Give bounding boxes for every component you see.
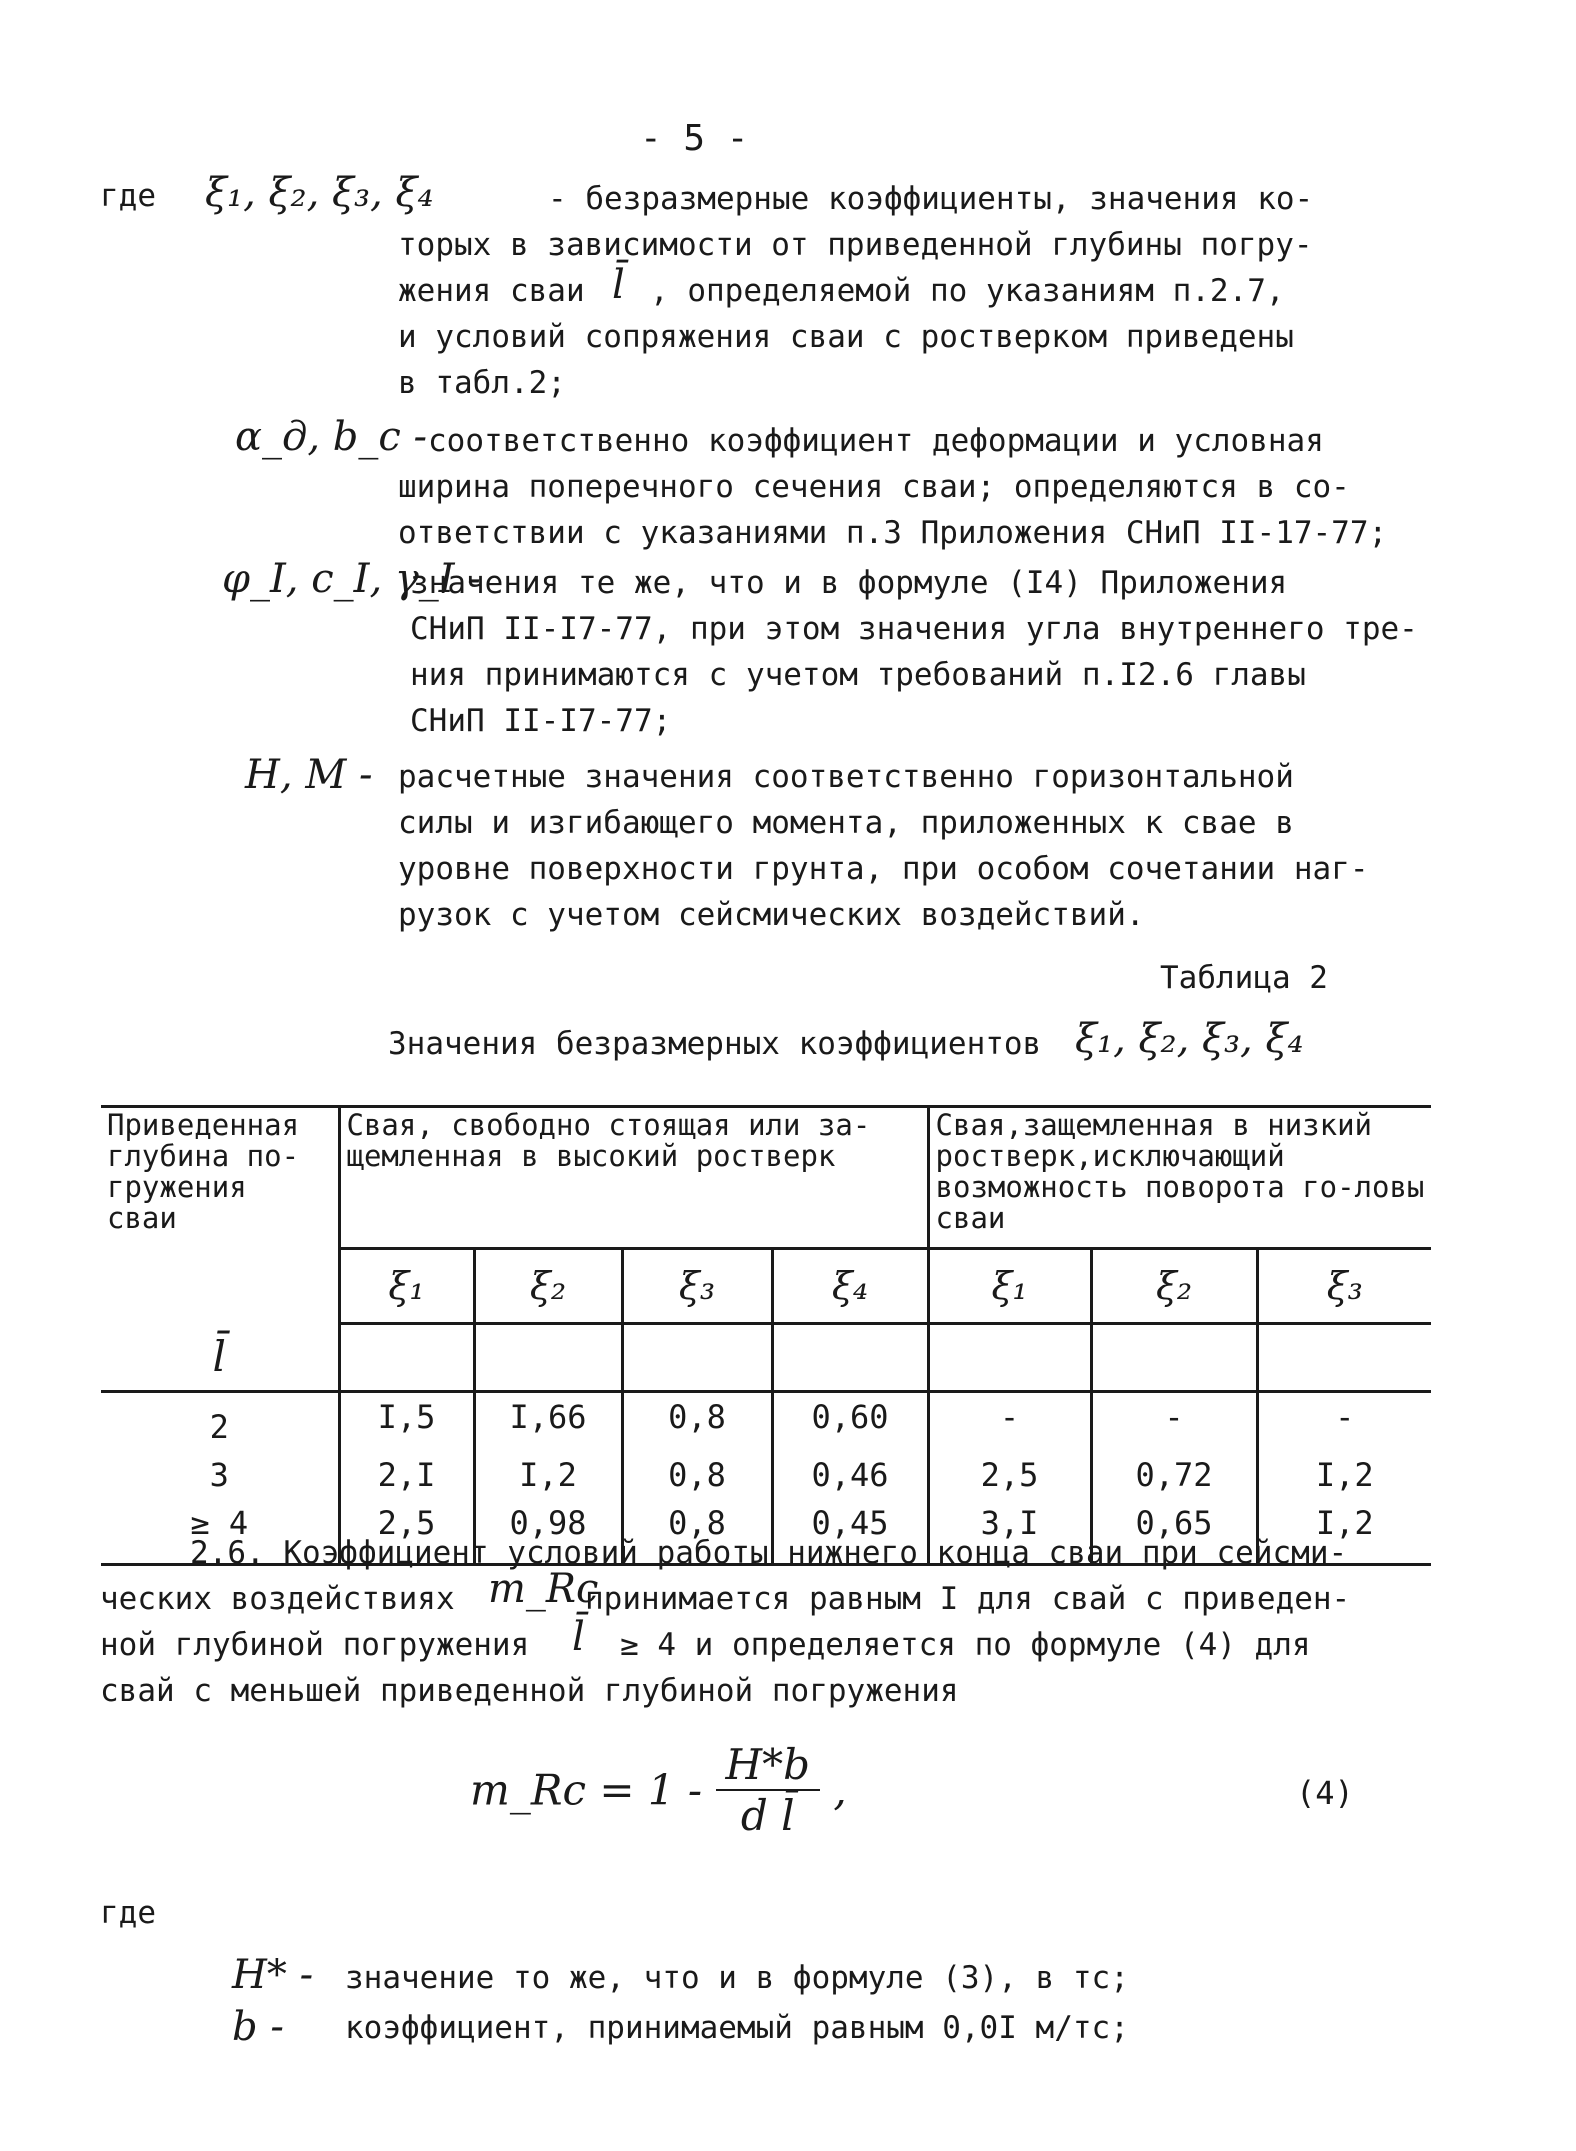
alpha-line-1: соответственно коэффициент деформации и условная: [428, 423, 1324, 459]
para-line-2b: принимается равным I для свай с приведен-: [585, 1581, 1351, 1617]
formula-denominator: d l̄: [740, 1791, 795, 1840]
hstar-text: значение то же, что и в формуле (3), в тс;: [345, 1960, 1129, 1996]
row3-cell: 0,8: [622, 1499, 772, 1565]
row3-cell: I,2: [1315, 1503, 1374, 1542]
hm-symbol: H, M -: [245, 752, 373, 798]
row1-cell: 0,8: [622, 1391, 772, 1451]
hm-line-1: расчетные значения соответственно горизонтальной: [398, 759, 1294, 795]
b-text: коэффициент, принимаемый равным 0,0I м/тс;: [345, 2010, 1129, 2046]
row1-cell: -: [1335, 1397, 1355, 1436]
row2-cell: I,2: [474, 1451, 622, 1499]
row1-cell: -: [928, 1391, 1091, 1451]
xi-definition-line-2: торых в зависимости от приведенной глубины погру-: [398, 227, 1313, 263]
table-caption-symbols: ξ₁, ξ₂, ξ₃, ξ₄: [1075, 1016, 1304, 1062]
phi-symbol: φ_I, c_I, γ_I -: [222, 556, 481, 602]
row3-cell: 0,98: [474, 1499, 622, 1565]
phi-line-2: СНиП II-I7-77, при этом значения угла внутреннего тре-: [410, 611, 1418, 647]
table-label: Таблица 2: [1160, 960, 1328, 996]
formula-label: (4): [1296, 1774, 1354, 1812]
header-symbol-fixed-xi3: ξ₃: [1257, 1249, 1431, 1324]
row3-cell: 3,I: [928, 1499, 1091, 1565]
table-row: [101, 1451, 1431, 1499]
where-label: где: [100, 178, 156, 214]
l-bar-symbol: l̄: [612, 262, 625, 308]
alpha-line-2: ширина поперечного сечения сваи; определяются в со-: [398, 469, 1350, 505]
row2-cell: I,2: [1315, 1455, 1374, 1494]
xi-definition-line-1: - безразмерные коэффициенты, значения ко-: [548, 181, 1314, 217]
para-line-3b: ≥ 4 и определяется по формуле (4) для: [620, 1627, 1311, 1663]
hm-line-2: силы и изгибающего момента, приложенных к свае в: [398, 805, 1294, 841]
para-line-1: 2.6. Коэффициент условий работы нижнего конца сваи при сейсми-: [190, 1535, 1348, 1571]
xi-symbols: ξ₁, ξ₂, ξ₃, ξ₄: [205, 170, 434, 216]
where-label-2: где: [100, 1895, 156, 1931]
row2-cell: 0,46: [772, 1451, 928, 1499]
formula-numerator: H*b: [716, 1740, 821, 1791]
hstar-symbol: H* -: [232, 1952, 314, 1998]
formula-fraction: [716, 1740, 821, 1840]
row2-cell: 2,I: [339, 1451, 474, 1499]
row1-cell: 0,60: [772, 1391, 928, 1451]
header-l-symbol: l̄: [101, 1324, 339, 1392]
header-group-fixed: Свая,защемленная в низкий ростверк,исключающий возможность поворота го-ловы сваи: [928, 1107, 1431, 1249]
header-group-free: Свая, свободно стоящая или за-щемленная в высокий ростверк: [339, 1107, 928, 1249]
table-row: [101, 1391, 1431, 1451]
xi-definition-line-5: в табл.2;: [398, 365, 566, 401]
header-symbol-xi2: ξ₂: [474, 1249, 622, 1324]
b-symbol: b -: [232, 2004, 284, 2050]
m-rc-symbol: m_Rc: [488, 1566, 599, 1612]
page-number: - 5 -: [640, 118, 749, 159]
row2-depth: 3: [101, 1451, 339, 1499]
phi-line-3: ния принимаются с учетом требований п.I2.6 главы: [410, 657, 1306, 693]
para-line-2a: ческих воздействиях: [100, 1581, 455, 1617]
hm-line-3: уровне поверхности грунта, при особом сочетании наг-: [398, 851, 1369, 887]
row1-cell: I,66: [474, 1391, 622, 1451]
row1-cell: -: [1091, 1391, 1257, 1451]
alpha-symbol: α_д, b_c -: [235, 414, 428, 460]
header-symbol-fixed-xi2: ξ₂: [1091, 1249, 1257, 1324]
coefficient-table: [101, 1105, 1431, 1566]
para-line-4: свай с меньшей приведенной глубиной погружения: [100, 1673, 959, 1709]
para-line-3a: ной глубиной погружения: [100, 1627, 530, 1663]
hm-line-4: рузок с учетом сейсмических воздействий.: [398, 897, 1145, 933]
row3-cell: 0,65: [1091, 1499, 1257, 1565]
row3-cell: 2,5: [339, 1499, 474, 1565]
row2-cell: 0,8: [622, 1451, 772, 1499]
xi-definition-line-4: и условий сопряжения сваи с ростверком приведены: [398, 319, 1294, 355]
header-symbol-xi4: ξ₄: [772, 1249, 928, 1324]
xi-definition-line-3a: жения сваи: [398, 273, 585, 309]
header-symbol-xi3: ξ₃: [622, 1249, 772, 1324]
row3-depth: ≥ 4: [101, 1499, 339, 1565]
table-caption: Значения безразмерных коэффициентов: [388, 1026, 1042, 1062]
header-symbol-xi1: ξ₁: [339, 1249, 474, 1324]
header-depth: Приведенная глубина по-гружения сваи: [101, 1107, 339, 1324]
row2-cell: 0,72: [1091, 1451, 1257, 1499]
phi-line-1: значения те же, что и в формуле (I4) Приложения: [410, 565, 1288, 601]
xi-definition-line-3b: , определяемой по указаниям п.2.7,: [650, 273, 1285, 309]
row1-cell: I,5: [339, 1391, 474, 1451]
formula: [470, 1740, 847, 1840]
phi-line-4: СНиП II-I7-77;: [410, 703, 672, 739]
alpha-line-3: ответствии с указаниями п.3 Приложения СНиП II-17-77;: [398, 515, 1388, 551]
formula-comma: ,: [833, 1765, 847, 1815]
row1-depth: 2: [101, 1391, 339, 1451]
l-bar-symbol-para: l̄: [572, 1614, 585, 1660]
header-symbol-fixed-xi1: ξ₁: [928, 1249, 1091, 1324]
row2-cell: 2,5: [928, 1451, 1091, 1499]
row3-cell: 0,45: [772, 1499, 928, 1565]
formula-left: m_Rc = 1 -: [470, 1765, 703, 1815]
